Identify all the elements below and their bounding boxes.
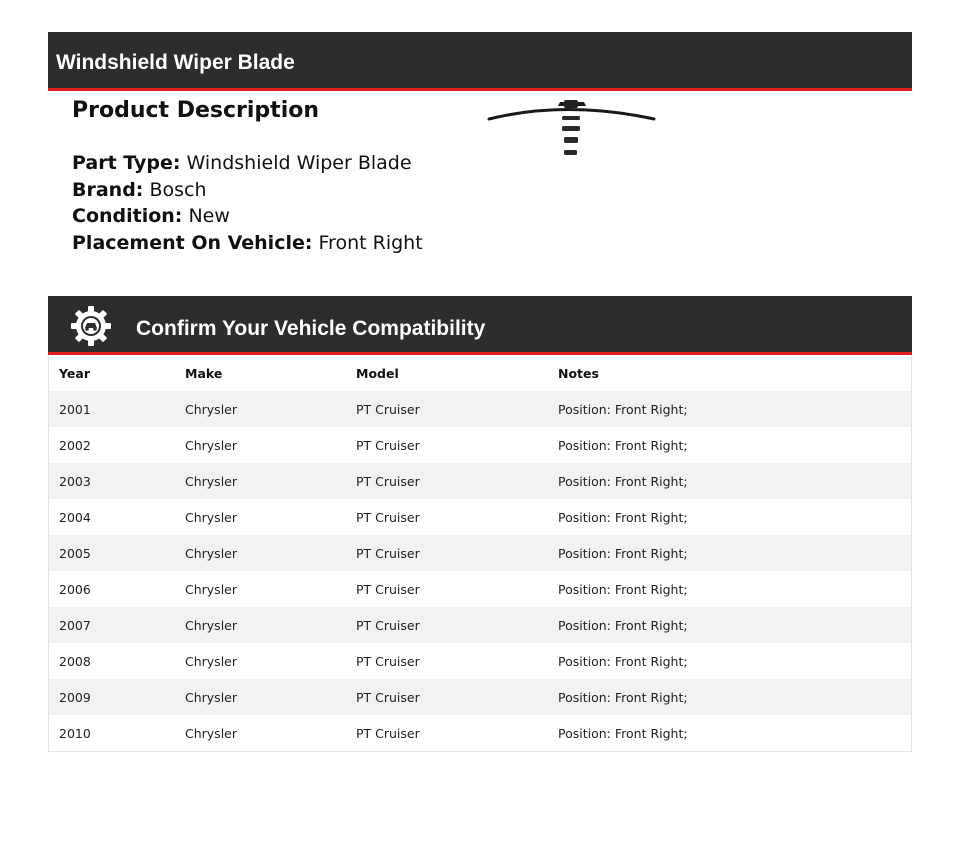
cell-year: 2006 (49, 571, 175, 607)
cell-year: 2010 (49, 715, 175, 751)
cell-make: Chrysler (175, 391, 346, 427)
table-row (49, 535, 911, 571)
cell-model: PT Cruiser (346, 427, 548, 463)
cell-make: Chrysler (175, 427, 346, 463)
cell-make: Chrysler (175, 535, 346, 571)
cell-make: Chrysler (175, 499, 346, 535)
cell-year: 2004 (49, 499, 175, 535)
table-row (49, 607, 911, 643)
cell-year: 2005 (49, 535, 175, 571)
spec-brand: Brand: Bosch (72, 178, 207, 201)
spec-part-type: Part Type: Windshield Wiper Blade (72, 152, 412, 174)
cell-notes: Position: Front Right; (548, 679, 911, 715)
cell-year: 2001 (49, 391, 175, 427)
spec-condition: Condition: New (72, 205, 230, 227)
cell-make: Chrysler (175, 643, 346, 679)
product-title-banner (48, 32, 912, 91)
compatibility-title: Confirm Your Vehicle Compatibility (136, 317, 486, 340)
gear-car-icon (70, 305, 112, 347)
cell-notes: Position: Front Right; (548, 427, 911, 463)
table-header-row (49, 355, 911, 391)
cell-year: 2009 (49, 679, 175, 715)
table-row (49, 463, 911, 499)
product-description-heading: Product Description (72, 98, 320, 123)
cell-notes: Position: Front Right; (548, 607, 911, 643)
cell-notes: Position: Front Right; (548, 535, 911, 571)
cell-model: PT Cruiser (346, 571, 548, 607)
cell-year: 2008 (49, 643, 175, 679)
cell-make: Chrysler (175, 607, 346, 643)
cell-model: PT Cruiser (346, 607, 548, 643)
table-row (49, 679, 911, 715)
column-header-make: Make (175, 355, 346, 391)
cell-make: Chrysler (175, 571, 346, 607)
product-title: Windshield Wiper Blade (56, 51, 295, 74)
cell-model: PT Cruiser (346, 715, 548, 751)
compatibility-table (48, 355, 912, 752)
spec-placement: Placement On Vehicle: Front Right (72, 231, 423, 254)
cell-notes: Position: Front Right; (548, 715, 911, 751)
cell-make: Chrysler (175, 715, 346, 751)
cell-make: Chrysler (175, 463, 346, 499)
table-row (49, 391, 911, 427)
cell-notes: Position: Front Right; (548, 391, 911, 427)
cell-year: 2002 (49, 427, 175, 463)
cell-model: PT Cruiser (346, 499, 548, 535)
cell-year: 2007 (49, 607, 175, 643)
cell-notes: Position: Front Right; (548, 643, 911, 679)
cell-notes: Position: Front Right; (548, 499, 911, 535)
column-header-notes: Notes (548, 355, 911, 391)
cell-year: 2003 (49, 463, 175, 499)
cell-model: PT Cruiser (346, 535, 548, 571)
table-row (49, 499, 911, 535)
spec-list (72, 150, 492, 256)
cell-notes: Position: Front Right; (548, 571, 911, 607)
product-description (72, 96, 492, 254)
wiper-blade-image (486, 96, 658, 162)
table-row (49, 427, 911, 463)
cell-model: PT Cruiser (346, 643, 548, 679)
table-row (49, 571, 911, 607)
cell-model: PT Cruiser (346, 391, 548, 427)
cell-notes: Position: Front Right; (548, 463, 911, 499)
table-row (49, 715, 911, 751)
cell-make: Chrysler (175, 679, 346, 715)
table-row (49, 643, 911, 679)
column-header-year: Year (49, 355, 175, 391)
column-header-model: Model (346, 355, 548, 391)
cell-model: PT Cruiser (346, 463, 548, 499)
cell-model: PT Cruiser (346, 679, 548, 715)
compatibility-banner (48, 296, 912, 355)
